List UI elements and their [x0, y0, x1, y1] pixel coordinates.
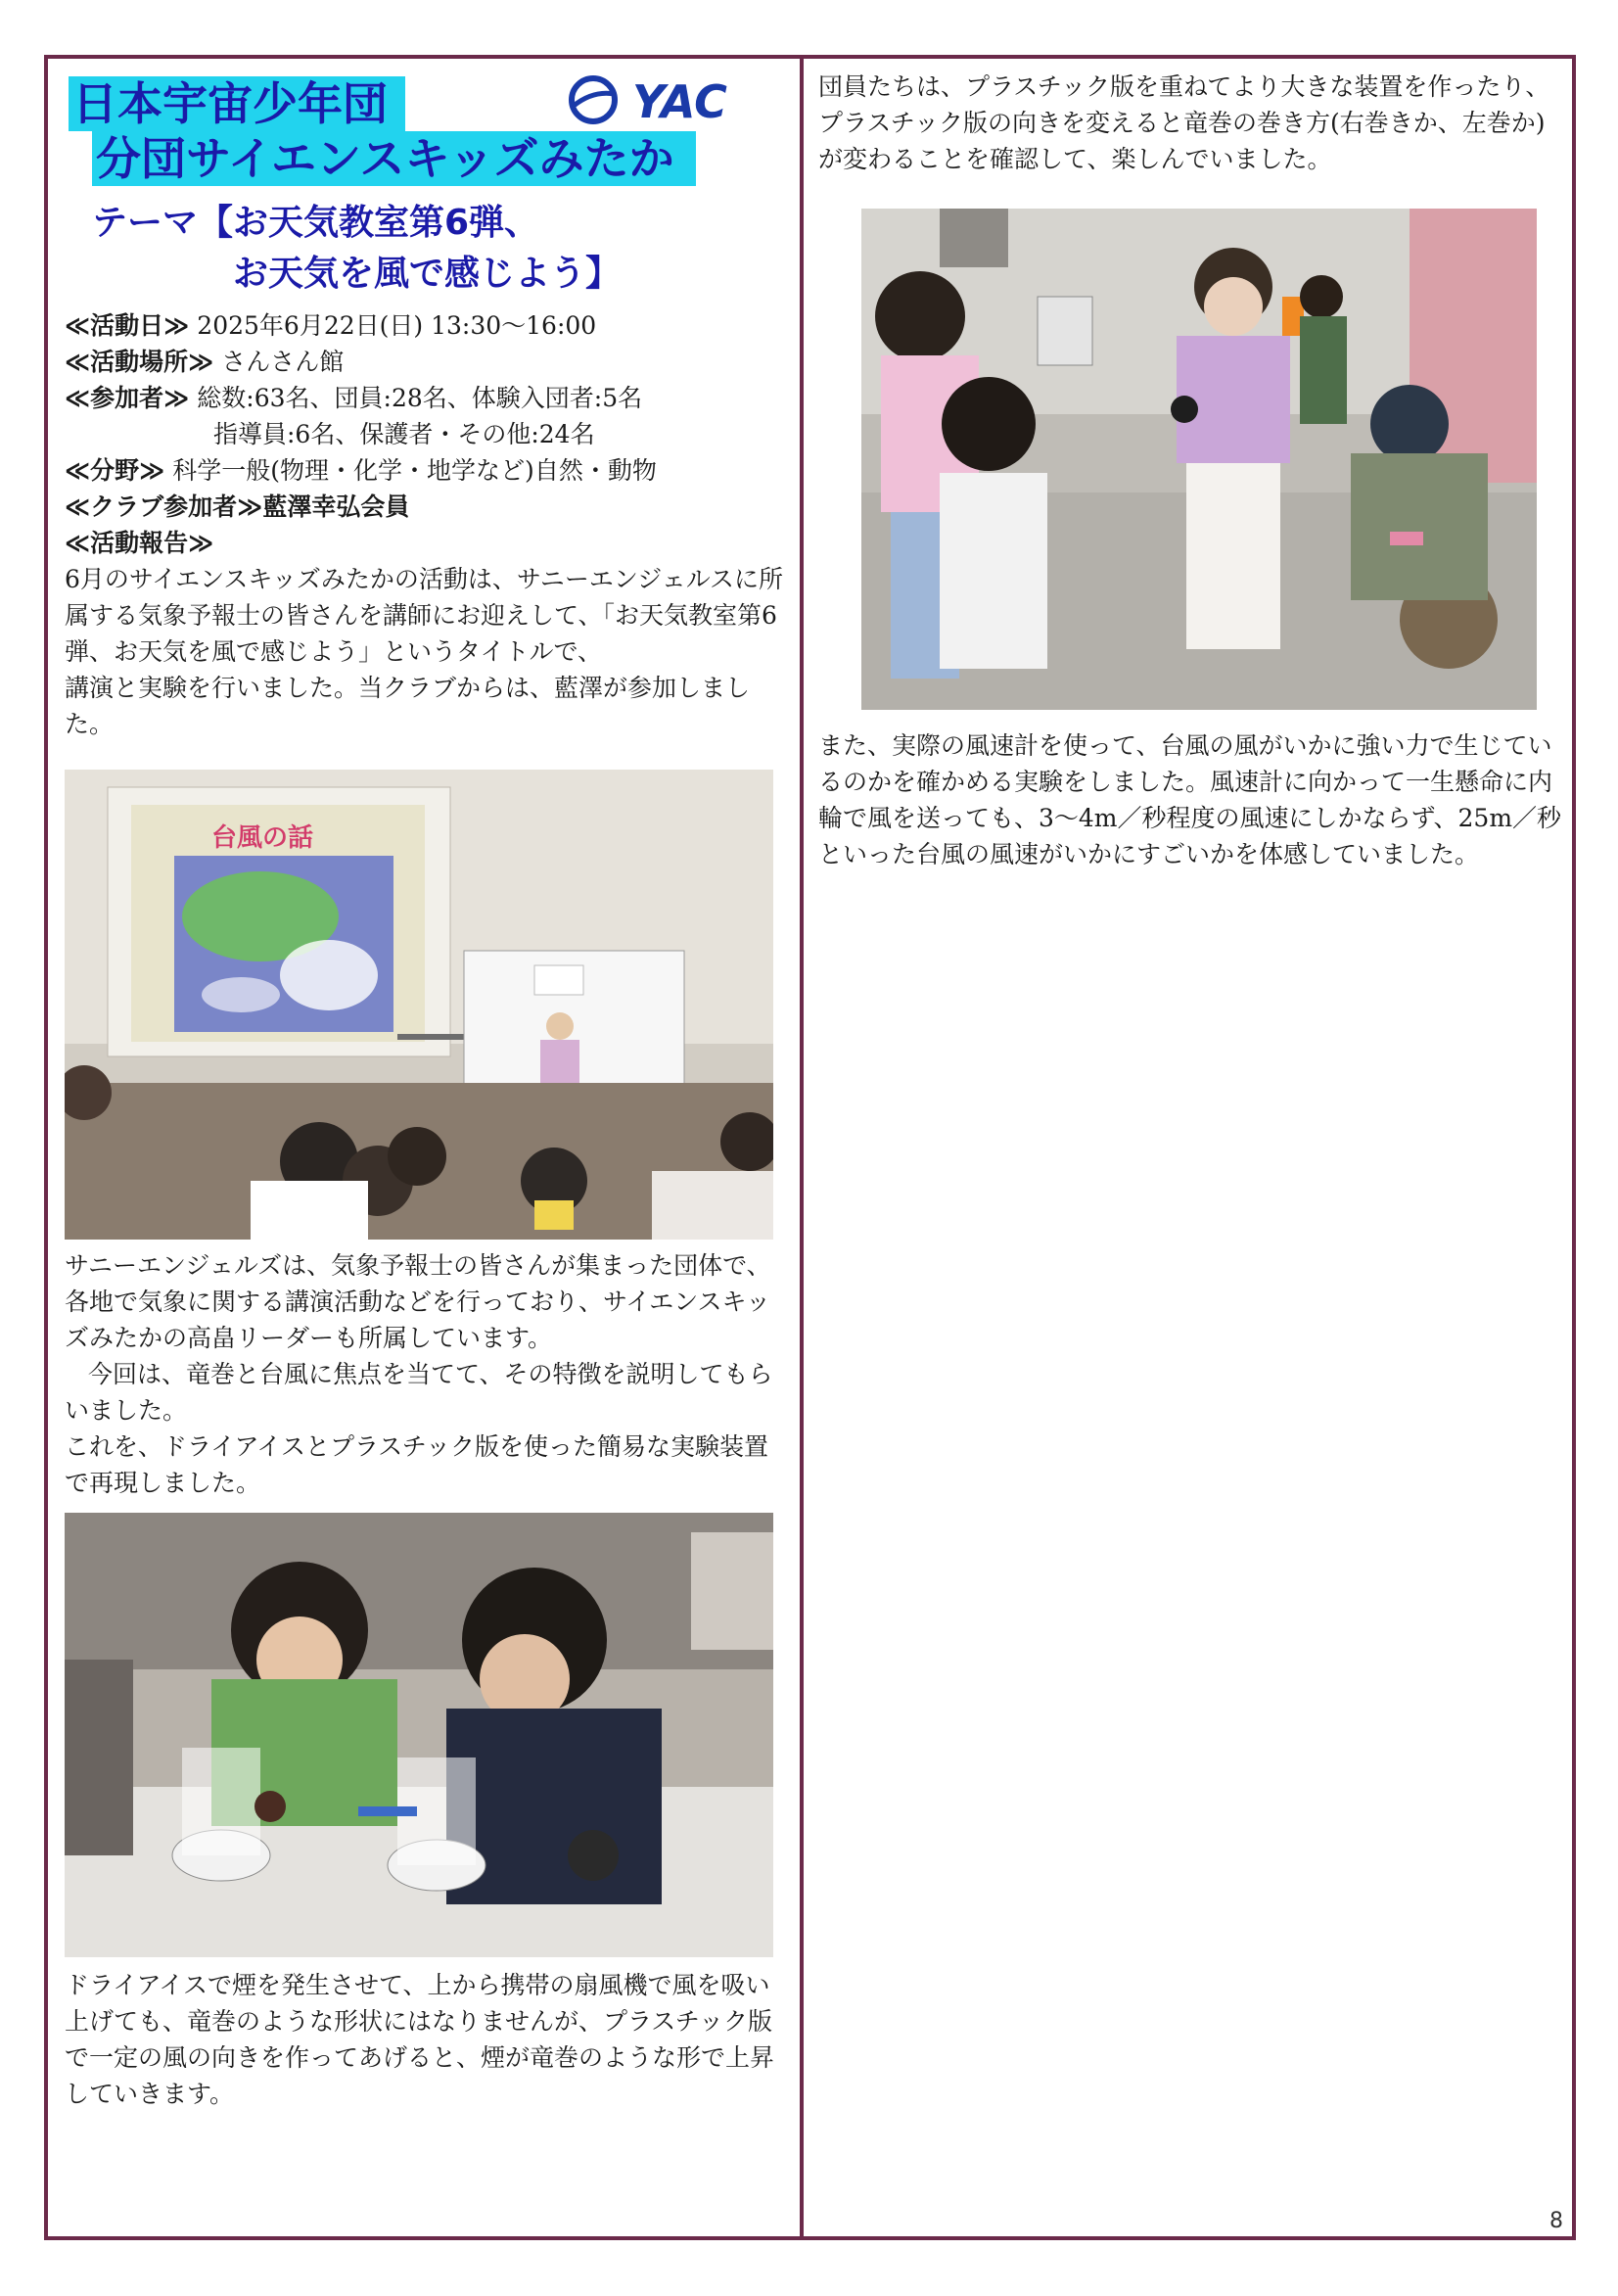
photo-experiment-image — [65, 1513, 773, 1957]
info-participants — [65, 380, 789, 416]
place-value: さんさん館 — [213, 348, 345, 376]
report-label: ≪活動報告≫ — [65, 529, 214, 557]
photo-lecture — [65, 770, 773, 1240]
right-paragraph-2: また、実際の風速計を使って、台風の風がいかに強い力で生じているのかを確かめる実験をしました。風速計に向かって一生懸命に内輪で風を送っても、3～4m／秒程度の風速にしかならず、25m／秒といった台風の風速がいかにすごいかを体感していました。 — [818, 731, 1562, 868]
theme-line-2: お天気を風で感じよう】 — [233, 254, 622, 294]
page-number: 8 — [1549, 2209, 1563, 2233]
activity-info — [65, 307, 789, 561]
right-column — [818, 61, 1567, 872]
theme-heading — [65, 198, 789, 300]
participants-value-2: 指導員:6名、保護者・その他:24名 — [213, 420, 595, 448]
info-date — [65, 307, 789, 344]
left-paragraph-5: ドライアイスで煙を発生させて、上から携帯の扇風機で風を吸い上げても、竜巻のような形状にはなりませんが、プラスチック版で一定の風の向きを作ってあげると、煙が竜巻のような形で上昇していきます。 — [65, 1971, 775, 2108]
title-line-1: 日本宇宙少年団 — [69, 76, 405, 131]
right-paragraph-1: 団員たちは、プラスチック版を重ねてより大きな装置を作ったり、プラスチック版の向きを変えると竜巻の巻き方(右巻きか、左巻か)が変わることを確認して、楽しんでいました。 — [818, 72, 1550, 173]
left-paragraph-4: これを、ドライアイスとプラスチック版を使った簡易な実験装置で再現しました。 — [65, 1432, 769, 1497]
photo-anemometer — [861, 209, 1537, 710]
left-paragraph-3: 今回は、竜巻と台風に焦点を当てて、その特徴を説明してもらいました。 — [65, 1360, 773, 1425]
column-divider — [800, 55, 804, 2240]
club-participant: ≪クラブ参加者≫藍澤幸弘会員 — [65, 492, 410, 521]
left-paragraph-2: サニーエンジェルズは、気象予報士の皆さんが集まった団体で、各地で気象に関する講演活動などを行っており、サイエンスキッズみたかの高畠リーダーも所属しています。 — [65, 1251, 771, 1352]
date-value: 2025年6月22日(日) 13:30～16:00 — [189, 311, 597, 340]
info-place — [65, 344, 789, 380]
participants-label: ≪参加者≫ — [65, 384, 190, 412]
left-column — [65, 61, 789, 2112]
title-line-2: 分団サイエンスキッズみたか — [92, 131, 696, 186]
left-paragraph-1b: 講演と実験を行いました。当クラブからは、藍澤が参加しました。 — [65, 674, 751, 738]
place-label: ≪活動場所≫ — [65, 348, 214, 376]
field-value: 科学一般(物理・化学・地学など)自然・動物 — [164, 456, 657, 485]
photo-experiment — [65, 1513, 773, 1957]
date-label: ≪活動日≫ — [65, 311, 190, 340]
yac-logo — [554, 69, 818, 131]
left-paragraph-1: 6月のサイエンスキッズみたかの活動は、サニーエンジェルスに所属する気象予報士の皆さんを講師にお迎えして、「お天気教室第6弾、お天気を風で感じよう」というタイトルで、 — [65, 565, 784, 666]
header — [65, 61, 789, 184]
logo-text: YAC — [632, 75, 727, 128]
info-field — [65, 452, 789, 489]
participants-value-1: 総数:63名、団員:28名、体験入団者:5名 — [189, 384, 643, 412]
theme-line-1: テーマ【お天気教室第6弾、 — [92, 203, 540, 243]
slide-title: 台風の話 — [211, 823, 314, 853]
photo-lecture-image — [65, 770, 773, 1240]
photo-anemometer-image — [861, 209, 1537, 710]
field-label: ≪分野≫ — [65, 456, 165, 485]
